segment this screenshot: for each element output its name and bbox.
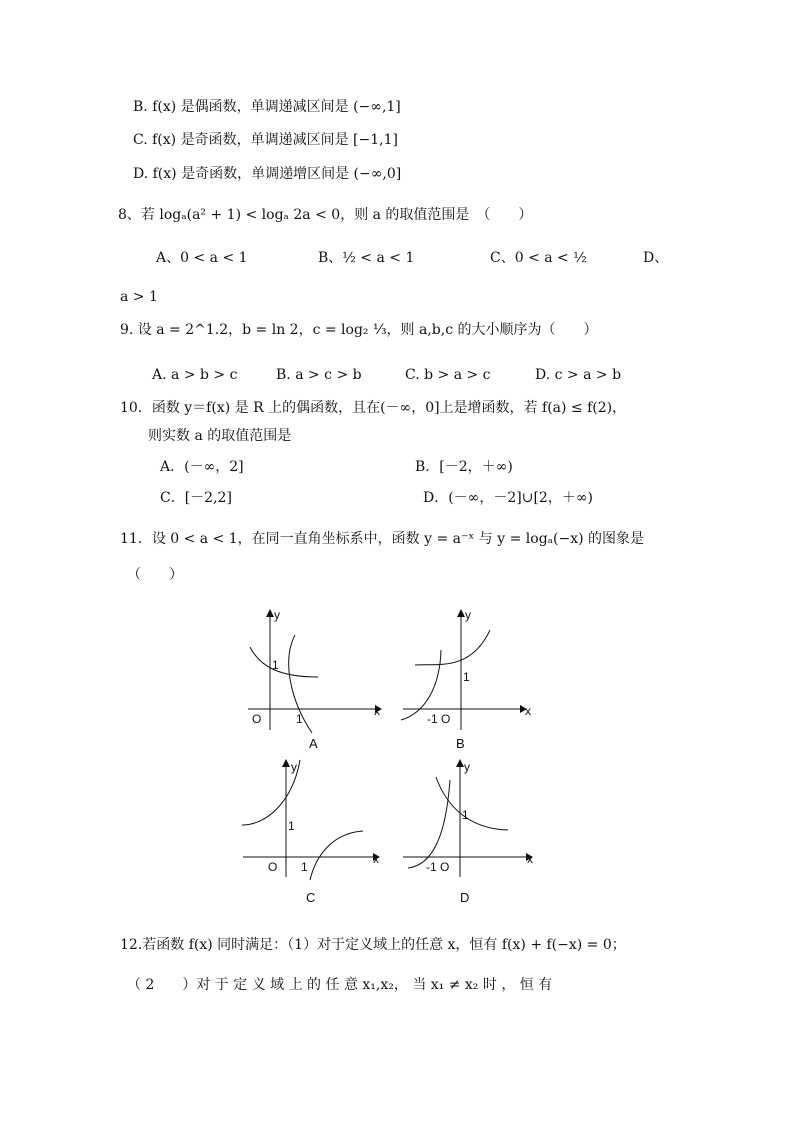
origin-label: -1 O [426,860,450,874]
y-label: y [291,760,297,774]
y-label: y [464,760,470,774]
q10-option-b: B．[－2，＋∞) [415,459,513,475]
graph-d-label: D [460,890,470,905]
q8-option-a: A、0 < a < 1 [156,250,248,266]
q8-option-b: B、½ < a < 1 [318,250,415,266]
q10-option-c: C．[－2,2] [160,490,232,506]
q9-stem: 9. 设 a = 2^1.2，b = ln 2，c = log₂ ⅓，则 a,b,c 的大小顺序为（ ） [120,322,598,338]
graph-b-label: B [456,736,465,751]
graph-a [240,605,390,735]
tick-y1: 1 [463,670,470,684]
q12-stem-line2: （ 2 ）对 于 定 义 域 上 的 任 意 x₁,x₂， 当 x₁ ≠ x₂ 时 ， 恒 有 [127,977,553,993]
curve-exponential [250,647,318,677]
q12-stem-line1: 12.若函数 f(x) 同时满足：（1）对于定义域上的任意 x，恒有 f(x) + f(−x) = 0； [120,937,626,953]
q9-option-c: C. b > a > c [405,367,491,383]
curve-logarithmic [310,831,363,880]
y-axis-arrow [456,759,464,767]
y-axis-arrow [266,609,274,617]
q10-option-d: D．(－∞，－2]∪[2，＋∞) [423,490,593,506]
q10-stem-line1: 10．函数 y＝f(x) 是 R 上的偶函数，且在(－∞，0]上是增函数，若 f(a) ≤ f(2)， [120,400,627,416]
graph-c-label: C [306,890,316,905]
x-label: x [527,852,533,866]
q8-stem: 8、若 logₐ(a² + 1) < logₐ 2a < 0，则 a 的取值范围是 （ ） [118,207,533,223]
graph-b [395,605,545,735]
curve-exponential [415,630,490,665]
tick-x1: 1 [301,860,308,874]
y-axis-arrow [282,759,290,767]
graph-a-label: A [309,736,318,751]
q8-option-d: D、 [643,250,669,266]
x-label: x [374,704,380,718]
tick-y1: 1 [462,808,469,822]
q7-option-c: C. f(x) 是奇函数，单调递减区间是 [−1,1] [133,132,398,148]
y-axis-arrow [457,609,465,617]
tick-y1: 1 [272,658,279,672]
x-label: x [373,852,379,866]
graph-c [238,755,388,885]
y-label: y [465,608,471,622]
q9-option-d: D. c > a > b [535,367,622,383]
q11-stem-line2: （ ） [127,567,183,583]
origin-label: O [252,712,262,726]
q11-stem-line1: 11．设 0 < a < 1，在同一直角坐标系中，函数 y = a⁻ˣ 与 y = logₐ(−x) 的图象是 [120,531,645,547]
q10-stem-line2: 则实数 a 的取值范围是 [148,428,292,444]
q8-option-d-continued: a > 1 [120,289,158,305]
q8-option-c: C、0 < a < ½ [490,250,587,266]
q7-option-d: D. f(x) 是奇函数，单调递增区间是 (−∞,0] [133,166,402,182]
q10-option-a: A．(－∞，2] [160,459,244,475]
origin-label: -1 O [427,712,451,726]
curve-exponential [436,777,508,830]
q7-option-b: B. f(x) 是偶函数，单调递减区间是 (−∞,1] [133,99,401,115]
x-label: x [525,704,531,718]
y-label: y [274,608,280,622]
origin-label: O [268,860,278,874]
tick-y1: 1 [288,819,295,833]
q9-option-a: A. a > b > c [152,367,238,383]
tick-x1: 1 [296,712,303,726]
graph-d [398,755,548,885]
q9-option-b: B. a > c > b [276,367,362,383]
